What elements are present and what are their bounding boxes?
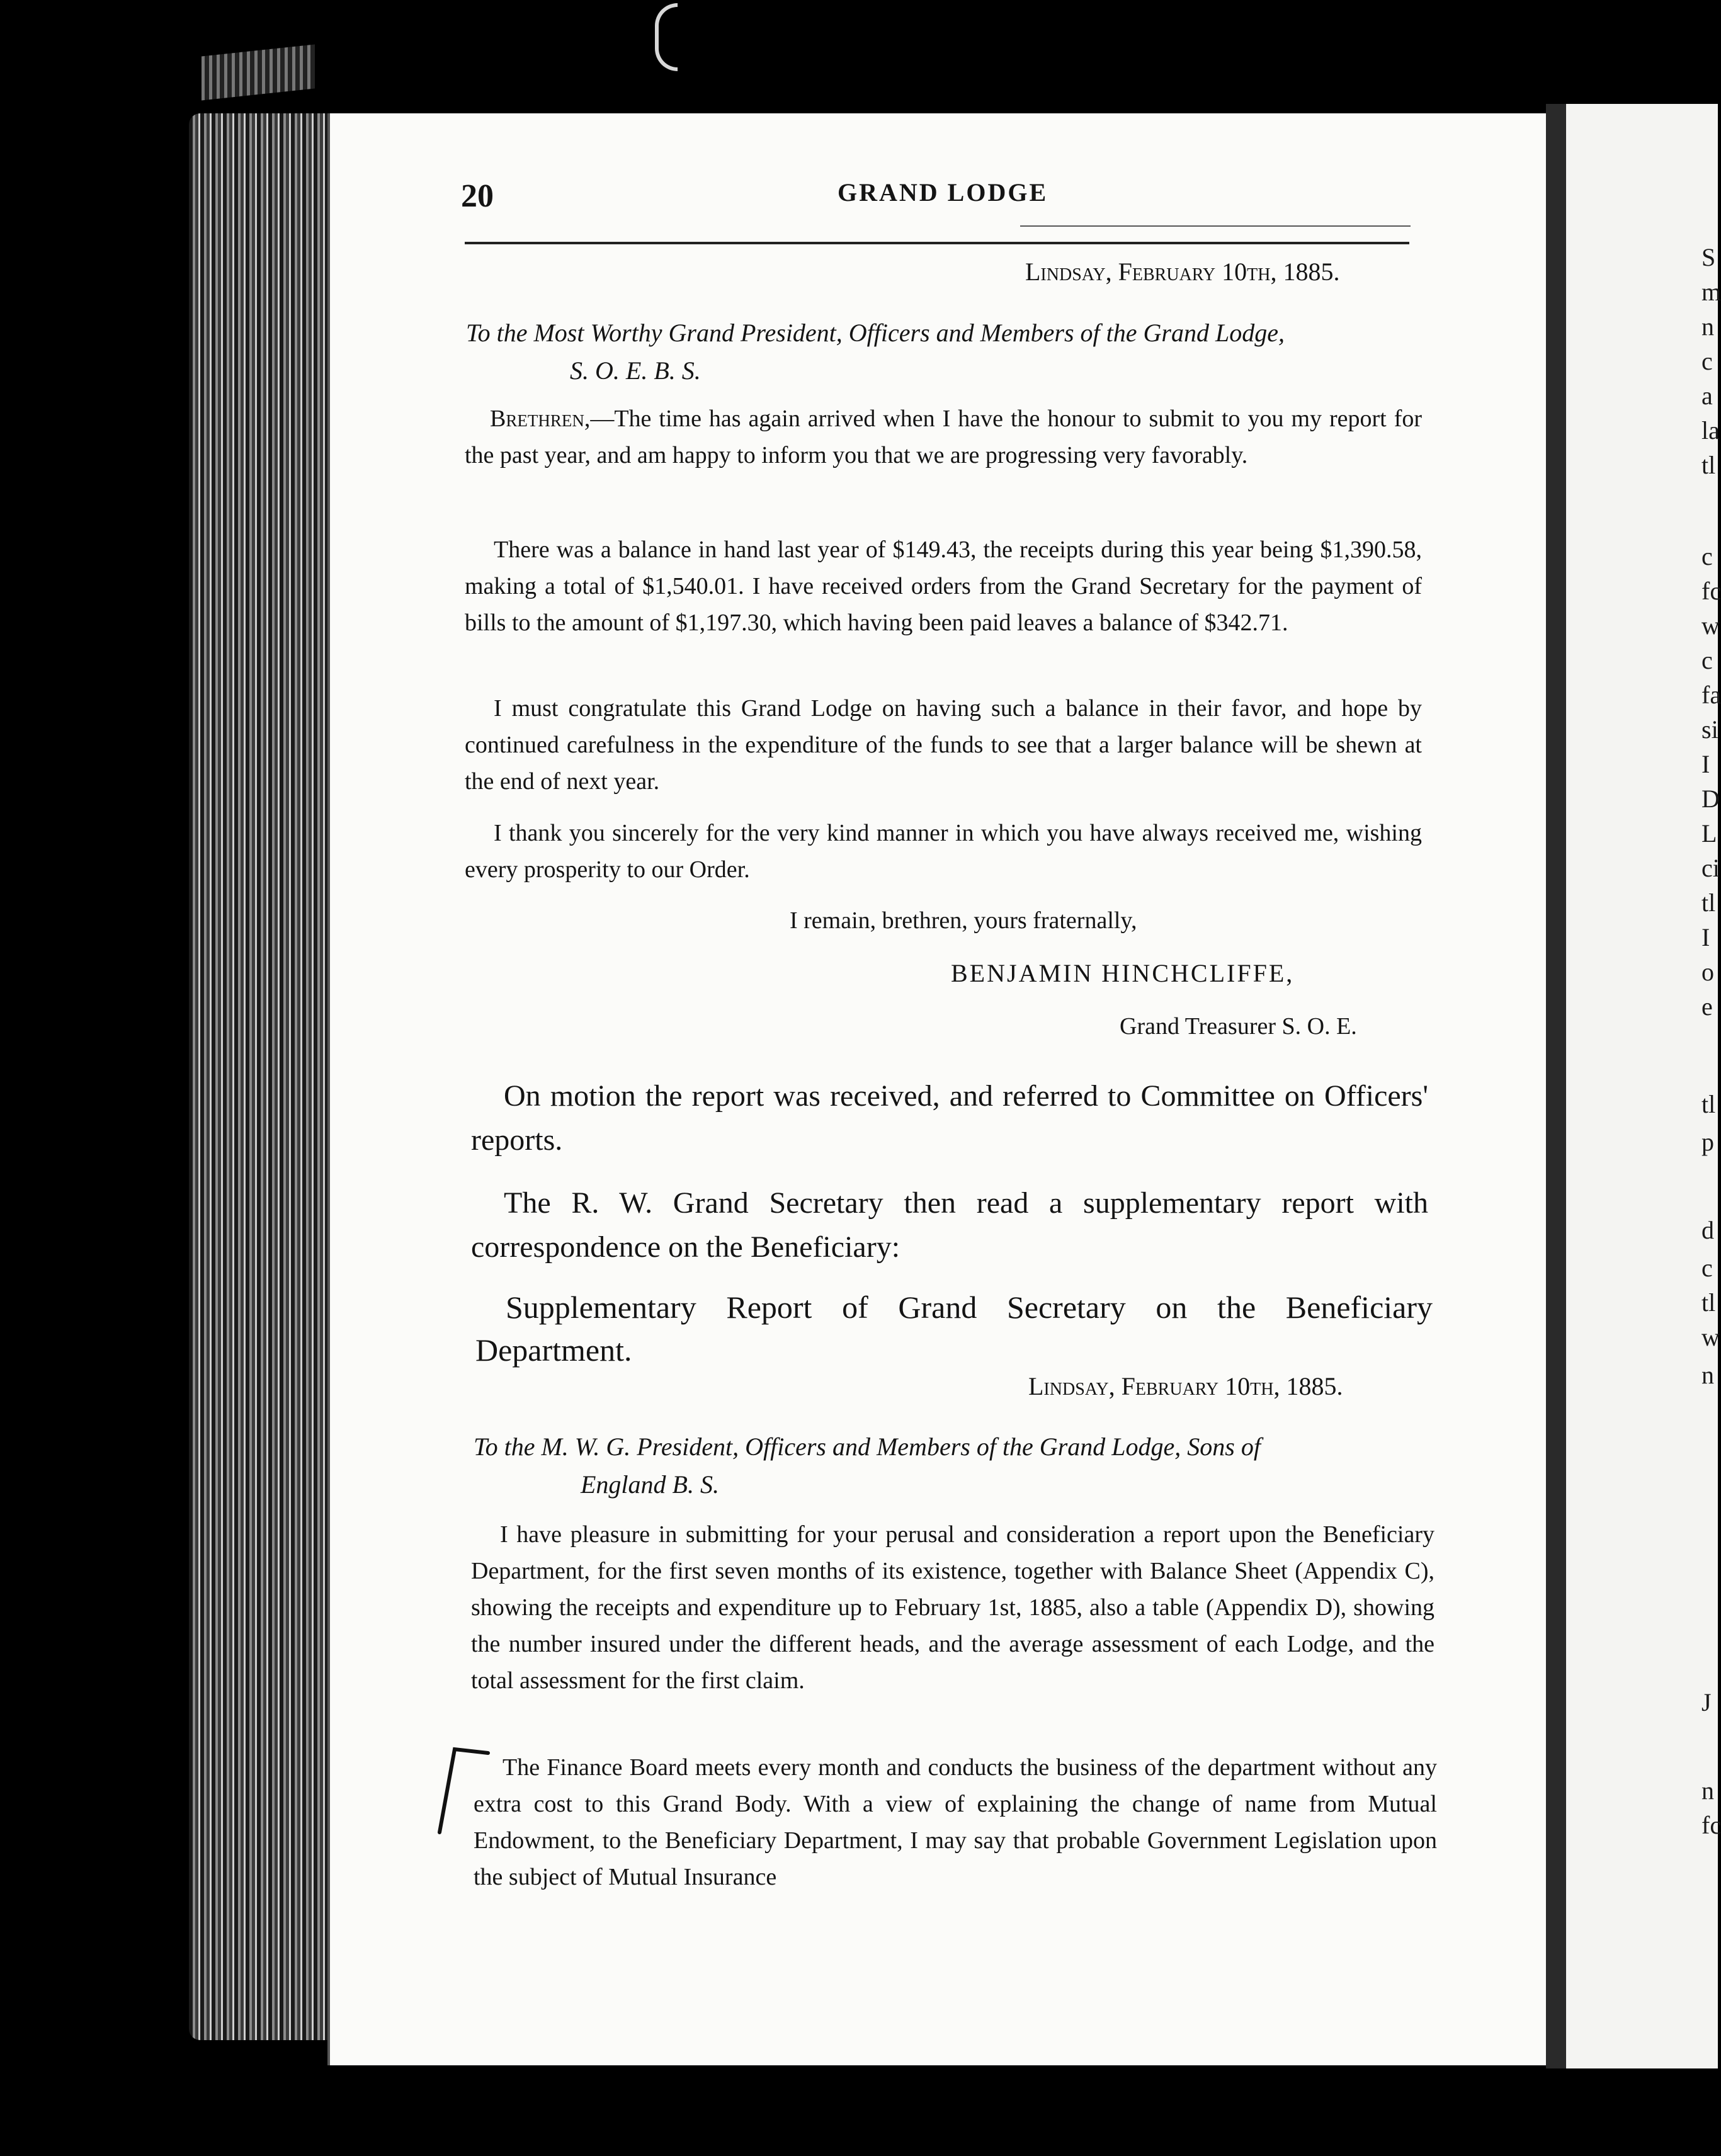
facing-page-letter: J xyxy=(1701,1688,1712,1716)
facing-page-letter: w xyxy=(1701,1323,1720,1351)
letter1-opening-word: Brethren, xyxy=(490,406,591,432)
facing-page-letter: tl xyxy=(1701,451,1716,479)
facing-page-letter: p xyxy=(1701,1128,1714,1156)
facing-page-letter: tl xyxy=(1701,888,1716,917)
facing-page-letter: o xyxy=(1701,958,1714,986)
minutes-supplementary: The R. W. Grand Secretary then read a supplementary report with correspondence on the Beneficiary: xyxy=(471,1186,1428,1264)
facing-page-letter: n xyxy=(1701,1776,1714,1805)
facing-page-letter: la xyxy=(1701,416,1720,445)
margin-bracket-mark xyxy=(428,1744,497,1839)
facing-page-letter: m xyxy=(1701,278,1721,306)
letter1-paragraph3: I must congratulate this Grand Lodge on having such a balance in their favor, and hope by continued carefulness in the expenditure of the funds to see that a larger balance will be shewn at the end of next year. xyxy=(465,695,1422,795)
report2-dateline: Lindsay, February 10th, 1885. xyxy=(1028,1372,1343,1400)
facing-page-letter: ci xyxy=(1701,854,1720,882)
facing-page-letter: tl xyxy=(1701,1288,1716,1317)
facing-page-letter: c xyxy=(1701,347,1713,375)
letter1-paragraph1: Brethren,—The time has again arrived when I have the honour to submit to you my report for the past year, and am happy to inform you that we are progressing very favorably. xyxy=(465,406,1422,468)
facing-page-letter: fc xyxy=(1701,1811,1721,1839)
page-edges-top xyxy=(202,45,315,101)
report2-paragraph1: I have pleasure in submitting for your perusal and consideration a report upon the Beneficiary Department, for the first seven months of its existence, together with Balance Sheet (Appendix C), showing the receipts and expenditure up to February 1st, 1885, also a table (Appendix D), showing the number insured under the different heads, and the average assessment of each Lodge, and the total assessment for the first claim. xyxy=(471,1521,1434,1694)
facing-page-letter: a xyxy=(1701,382,1713,410)
facing-page-letter: n xyxy=(1701,312,1714,341)
facing-page-letter: fc xyxy=(1701,577,1721,605)
letter1-salutation-line2: S. O. E. B. S. xyxy=(570,356,701,385)
facing-page-letter: n xyxy=(1701,1361,1714,1389)
letter1-paragraph2: There was a balance in hand last year of $149.43, the receipts during this year being $1,390.58, making a total of $1,540.01. I have received orders from the Grand Secretary for the payment of bills to the amount of $1,197.30, which having been paid leaves a balance of $342.71. xyxy=(465,536,1422,636)
facing-page-letter: I xyxy=(1701,923,1710,951)
facing-page-letter: c xyxy=(1701,542,1713,570)
facing-page-letter: d xyxy=(1701,1216,1714,1244)
facing-page-letter: fa xyxy=(1701,681,1721,709)
letter1-closing: I remain, brethren, yours fraternally, xyxy=(790,907,1137,934)
running-head: GRAND LODGE xyxy=(838,178,1048,207)
report2-salutation-line1: To the M. W. G. President, Officers and Members of the Grand Lodge, Sons of xyxy=(474,1433,1261,1461)
facing-page-letter: c xyxy=(1701,646,1713,674)
facing-page-letter: S xyxy=(1701,243,1716,271)
report2-paragraph2: The Finance Board meets every month and conducts the business of the department without any extra cost to this Grand Body. With a view of explaining the change of name from Mutual Endowment, to the Beneficiary Department, I may say that probable Government Legislation upon the subject of Mutual Insurance xyxy=(474,1754,1437,1890)
facing-page-letter: D xyxy=(1701,785,1720,813)
letter1-signature: BENJAMIN HINCHCLIFFE, xyxy=(951,959,1295,987)
letter1-dateline: Lindsay, February 10th, 1885. xyxy=(1025,258,1340,286)
facing-page-letter: si xyxy=(1701,715,1718,744)
facing-page-letter: w xyxy=(1701,611,1720,640)
report2-salutation-line2: England B. S. xyxy=(581,1470,719,1499)
header-rule xyxy=(465,242,1409,244)
report2-heading: Supplementary Report of Grand Secretary on the Beneficiary Department. xyxy=(475,1290,1433,1368)
facing-page-letter: e xyxy=(1701,992,1713,1021)
facing-page xyxy=(1566,104,1718,2068)
facing-page-letter: L xyxy=(1701,819,1717,848)
letter1-paragraph4: I thank you sincerely for the very kind manner in which you have always received me, wishing every prosperity to our Order. xyxy=(465,820,1422,883)
minutes-motion: On motion the report was received, and referred to Committee on Officers' reports. xyxy=(471,1079,1428,1157)
page-number: 20 xyxy=(461,178,494,214)
header-rule-short xyxy=(1020,225,1411,227)
letter1-salutation-line1: To the Most Worthy Grand President, Officers and Members of the Grand Lodge, xyxy=(466,319,1285,347)
facing-page-letter: tl xyxy=(1701,1090,1716,1118)
scan-bracket-mark xyxy=(655,3,678,71)
facing-page-letter: I xyxy=(1701,750,1710,778)
letter1-signature-title: Grand Treasurer S. O. E. xyxy=(1120,1013,1357,1040)
page-edges-left xyxy=(189,113,340,2040)
facing-page-letter: c xyxy=(1701,1254,1713,1282)
book-gutter xyxy=(1546,104,1566,2068)
